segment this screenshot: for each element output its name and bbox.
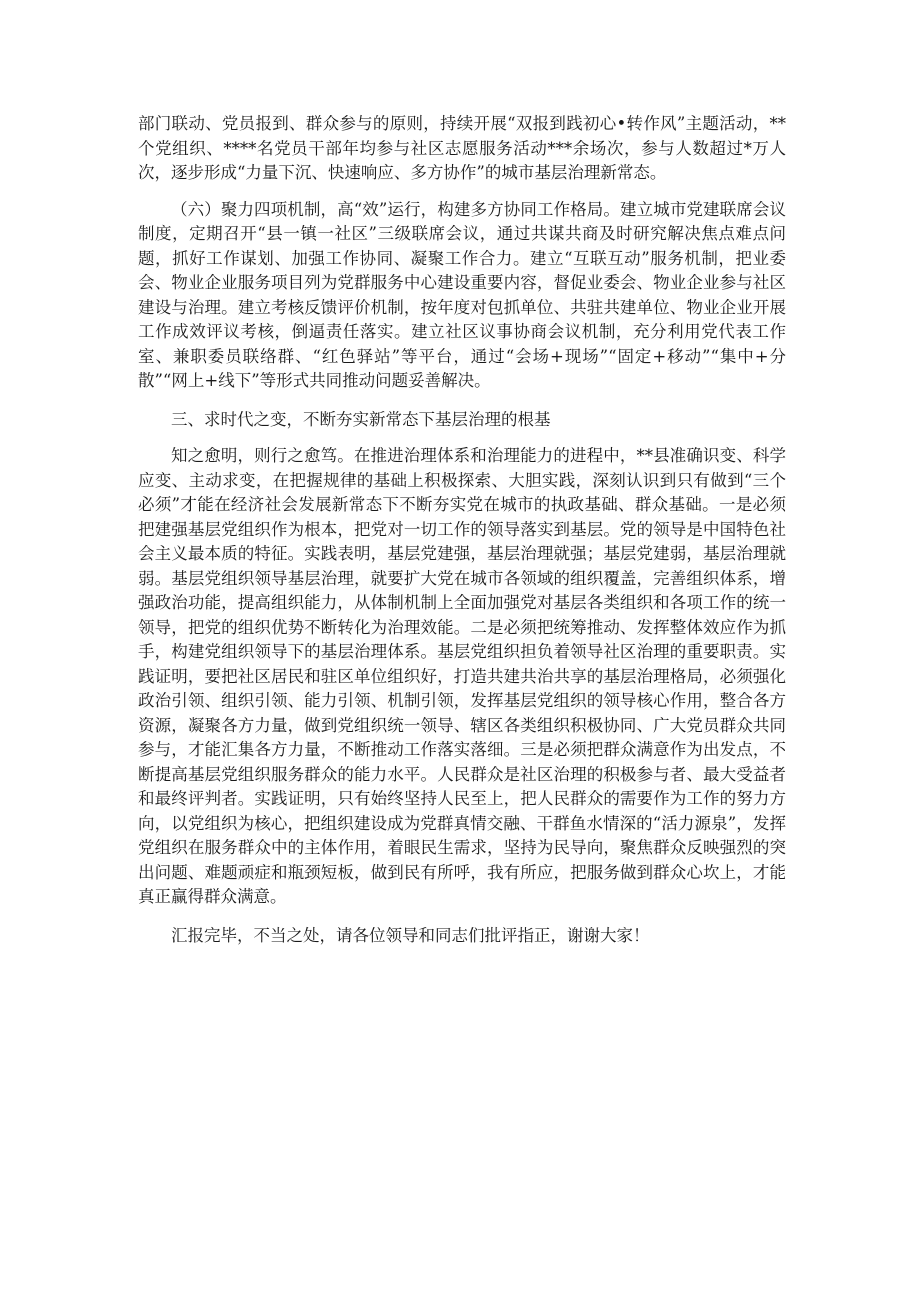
paragraph-closing: 汇报完毕，不当之处，请各位领导和同志们批评指正，谢谢大家！ (171, 925, 650, 945)
document-page (138, 112, 786, 960)
paragraph-three-musts: 知之愈明，则行之愈笃。在推进治理体系和治理能力的进程中，**县准确识变、科学应变、主动求变，在把握规律的基础上积极探索、大胆实践，深刻认识到只有做到“三个必须”才能在经济社会发展新常态下不断夯实党在城市的执政基础、群众基础。一是必须把建强基层党组织作为根本，把党对一切工作的领导落实到基层。党的领导是中国特色社会主义最本质的特征。实践表明，基层党建强，基层治理就强；基层党建弱，基层治理就弱。基层党组织领导基层治理，就要扩大党在城市各领域的组织覆盖，完善组织体系，增强政治功能，提高组织能力，从体制机制上全面加强党对基层各类组织和各项工作的统一领导，把党的组织优势不断转化为治理效能。二是必须把统筹推动、发挥整体效应作为抓手，构建党组织领导下的基层治理体系。基层党组织担负着领导社区治理的重要职责。实践证明，要把社区居民和驻区单位组织好，打造共建共治共享的基层治理格局，必须强化政治引领、组织引领、能力引领、机制引领，发挥基层党组织的领导核心作用，整合各方资源，凝聚各方力量，做到党组织统一领导、辖区各类组织积极协同、广大党员群众共同参与，才能汇集各方力量，不断推动工作落实落细。三是必须把群众满意作为出发点，不断提高基层党组织服务群众的能力水平。人民群众是社区治理的积极参与者、最大受益者和最终评判者。实践证明，只有始终坚持人民至上，把人民群众的需要作为工作的努力方向，以党组织为核心，把组织建设成为党群真情交融、干群鱼水情深的“活力源泉”，发挥党组织在服务群众中的主体作用，着眼民生需求，坚持为民导向，聚焦群众反映强烈的突出问题、难题顽症和瓶颈短板，做到民有所呼，我有所应，把服务做到群众心坎上，才能真正赢得群众满意。 (138, 446, 786, 906)
paragraph-continuation: 部门联动、党员报到、群众参与的原则，持续开展“双报到践初心•转作风”主题活动，**个党组织、****名党员干部年均参与社区志愿服务活动***余场次，参与人数超过*万人次，逐步形成“力量下沉、快速响应、多方协作”的城市基层治理新常态。 (138, 114, 786, 182)
paragraph-mechanisms: （六）聚力四项机制，高“效”运行，构建多方协同工作格局。建立城市党建联席会议制度，定期召开“县一镇一社区”三级联席会议，通过共谋共商及时研究解决焦点难点问题，抓好工作谋划、加强工作协同、凝聚工作合力。建立“互联互动”服务机制，把业委会、物业企业服务项目列为党群服务中心建设重要内容，督促业委会、物业企业参与社区建设与治理。建立考核反馈评价机制，按年度对包抓单位、共驻共建单位、物业企业开展工作成效评议考核，倒逼责任落实。建立社区议事协商会议机制，充分利用党代表工作室、兼职委员联络群、“红色驿站”等平台，通过“会场+现场”“固定+移动”“集中+分散”“网上+线下”等形式共同推动问题妥善解决。 (138, 199, 786, 390)
section-heading: 三、求时代之变，不断夯实新常态下基层治理的根基 (171, 409, 551, 429)
